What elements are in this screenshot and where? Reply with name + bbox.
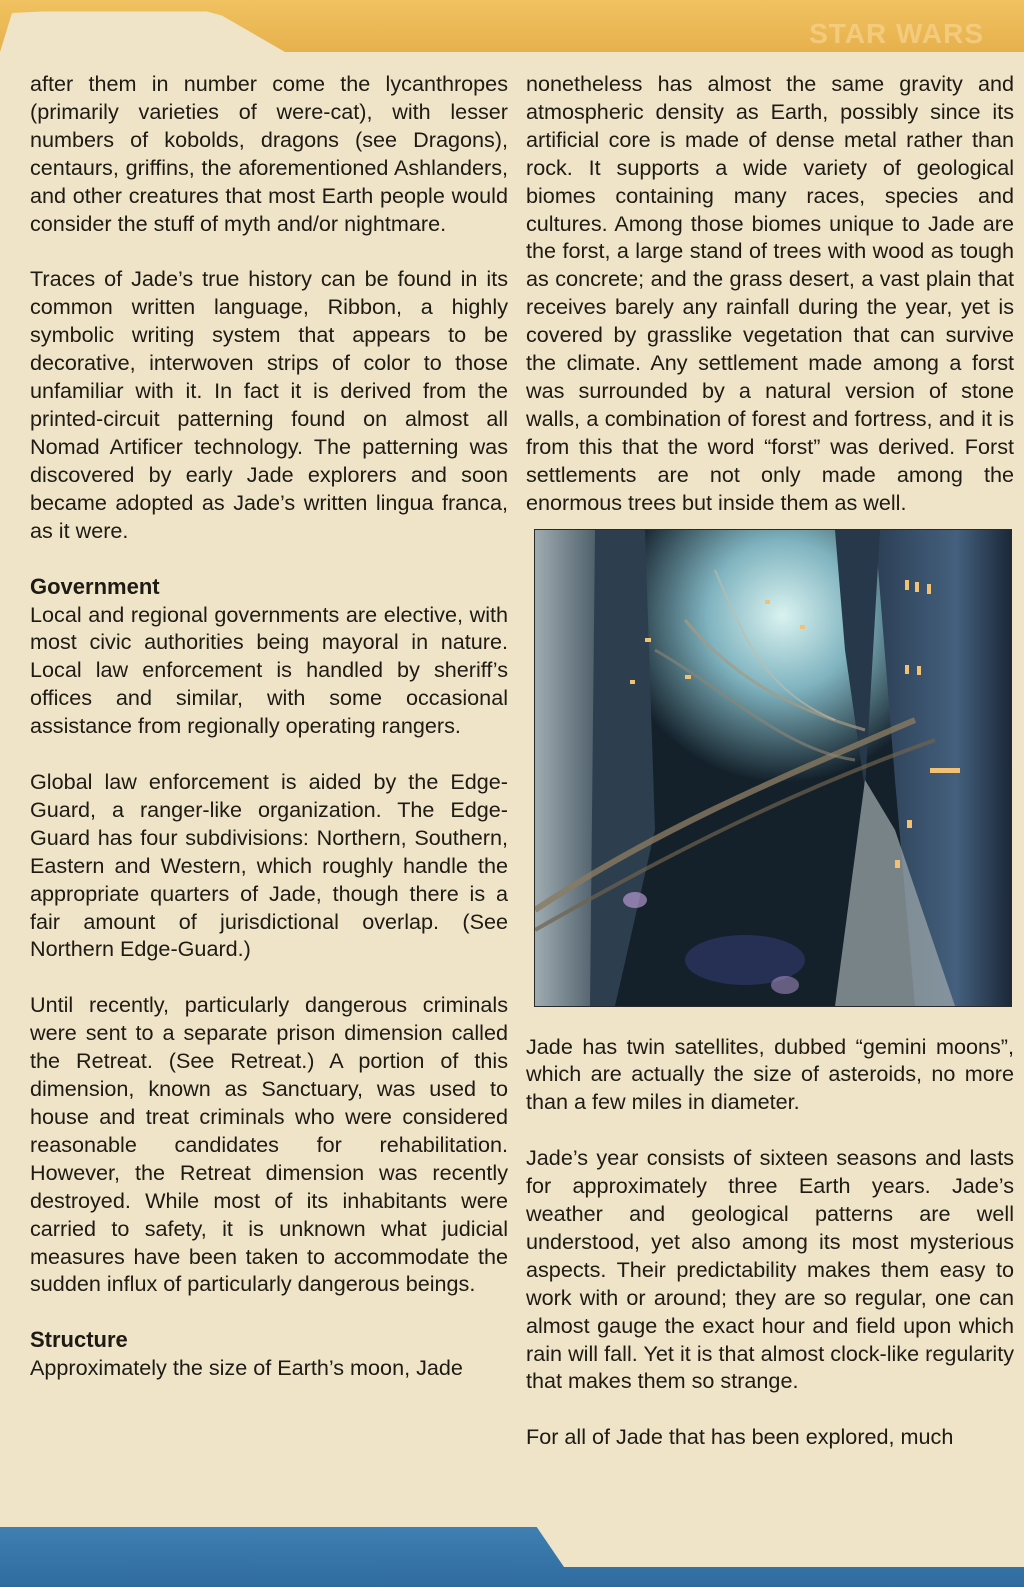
left-paragraph-6: Approximately the size of Earth’s moon, Jade (30, 1355, 463, 1381)
heading-structure: Structure (30, 1327, 128, 1353)
left-paragraph-2: Traces of Jade’s true history can be found in its common written language, Ribbon, a highly symbolic writing system that appears to be decorative, interwoven strips of color to those unfamiliar with it. In fact it is derived from the printed-circuit patterning found on almost all Nomad Artificer technology. The patterning was discovered by early Jade explorers and soon became adopted as Jade’s written lingua franca, as it were. (30, 266, 508, 543)
left-paragraph-3: Local and regional governments are elective, with most civic authorities being mayoral in nature. Local law enforcement is handled by sheriff’s offices and similar, with some occasional assistance from regionally operating rangers. (30, 601, 508, 739)
right-paragraph-3: Jade’s year consists of sixteen seasons and lasts for approximately three Earth years. Jade’s weather and geological patterns are well understood, yet also among its most mysterious aspects. Their predictability makes them easy to work with or around; they are so regular, one can almost gauge the exact hour and field upon which rain will fall. Yet it is that almost clock-like regularity that makes them so strange. (526, 1145, 1014, 1394)
right-column (526, 70, 1014, 1479)
forst-illustration (534, 529, 1012, 1007)
right-paragraph-4: For all of Jade that has been explored, much (526, 1424, 954, 1450)
right-paragraph-2: Jade has twin satellites, dubbed “gemini moons”, which are actually the size of asteroids, no more than a few miles in diameter. (526, 1033, 1014, 1115)
left-paragraph-5: Until recently, particularly dangerous criminals were sent to a separate prison dimension called the Retreat. (See Retreat.) A portion of this dimension, known as Sanctuary, was used to house and treat criminals who were considered reasonable candidates for rehabilitation. However, the Retreat dimension was recently destroyed. While most of its inhabitants were carried to safety, it is unknown what judicial measures have been taken to accommodate the sudden influx of particularly dangerous beings. (30, 992, 508, 1297)
right-paragraph-1: nonetheless has almost the same gravity and atmospheric density as Earth, possibly since its artificial core is made of dense metal rather than rock. It supports a wide variety of geological biomes containing many races, species and cultures. Among those biomes unique to Jade are the forst, a large stand of trees with wood as tough as concrete; and the grass desert, a vast plain that receives barely any rainfall during the year, yet is covered by grasslike vegetation that can survive the climate. Any settlement made among a forst was surrounded by a natural version of stone walls, a combination of forest and fortress, and it is from this that the word “forst” was derived. Forst settlements are not only made among the enormous trees but inside them as well. (526, 71, 1014, 515)
bottom-page-tab (524, 1523, 1024, 1567)
section-title: STAR WARS (809, 18, 984, 49)
left-column (30, 70, 508, 1410)
heading-government: Government (30, 573, 160, 599)
left-paragraph-4: Global law enforcement is aided by the Edge-Guard, a ranger-like organization. The Edge-Guard has four subdivisions: Northern, Southern, Eastern and Western, which roughly handle the appropriate quarters of Jade, though there is a fair amount of jurisdictional overlap. (See Northern Edge-Guard.) (30, 769, 508, 962)
left-paragraph-1: after them in number come the lycanthropes (primarily varieties of were-cat), with lesser numbers of kobolds, dragons (see Dragons), centaurs, griffins, the aforementioned Ashlanders, and other creatures that most Earth people would consider the stuff of myth and/or nightmare. (30, 71, 508, 236)
